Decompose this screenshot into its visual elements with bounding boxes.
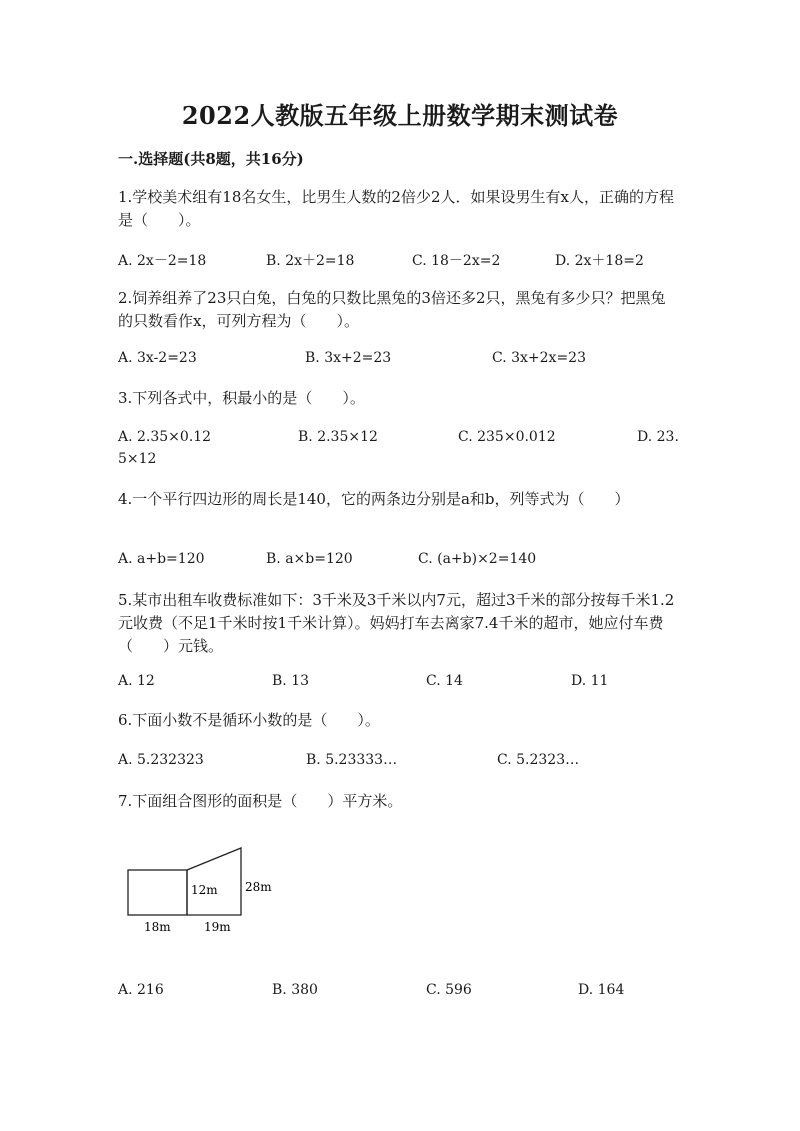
- width-label-19m: 19m: [204, 920, 231, 934]
- question-3: 3.下列各式中，积最小的是（ ）。: [118, 389, 365, 407]
- q1-option-d[interactable]: D. 2x＋18=2: [555, 253, 644, 269]
- q6-option-c[interactable]: C. 5.2323…: [497, 752, 580, 768]
- q5-option-a[interactable]: A. 12: [118, 673, 155, 689]
- q4-option-b[interactable]: B. a×b=120: [266, 551, 353, 567]
- q2-option-a[interactable]: A. 3x-2=23: [118, 350, 197, 366]
- q5-option-c[interactable]: C. 14: [426, 673, 463, 689]
- height-label-28m: 28m: [245, 880, 272, 894]
- q2-option-b[interactable]: B. 3x+2=23: [305, 350, 392, 366]
- q4-option-a[interactable]: A. a+b=120: [118, 551, 205, 567]
- question-4: 4.一个平行四边形的周长是140，它的两条边分别是a和b，列等式为（ ）: [118, 490, 630, 508]
- trapezoid-part: [187, 848, 241, 915]
- q7-option-a[interactable]: A. 216: [118, 982, 164, 998]
- question-6: 6.下面小数不是循环小数的是（ ）。: [118, 711, 380, 729]
- section-heading: 一.选择题(共8题，共16分): [118, 150, 304, 168]
- question-2: 2.饲养组养了23只白兔，白兔的只数比黑兔的3倍还多2只，黑兔有多少只？把黑兔的只数看作x，可列方程为（ ）。: [118, 289, 666, 330]
- q5-option-b[interactable]: B. 13: [272, 673, 310, 689]
- q7-option-d[interactable]: D. 164: [578, 982, 625, 998]
- q5-option-d[interactable]: D. 11: [571, 673, 609, 689]
- question-5: 5.某市出租车收费标准如下：3千米及3千米以内7元，超过3千米的部分按每千米1.2元收费（不足1千米时按1千米计算）。妈妈打车去离家7.4千米的超市，她应付车费（ ）元钱。: [118, 591, 675, 655]
- height-label-12m: 12m: [191, 883, 218, 897]
- q7-option-c[interactable]: C. 596: [426, 982, 472, 998]
- page-title: 2022人教版五年级上册数学期末测试卷: [181, 101, 619, 130]
- q3-option-b[interactable]: B. 2.35×12: [298, 429, 378, 445]
- q4-option-c[interactable]: C. (a+b)×2=140: [418, 551, 537, 567]
- width-label-18m: 18m: [144, 920, 171, 934]
- composite-shape-figure: [120, 840, 290, 940]
- question-7: 7.下面组合图形的面积是（ ）平方米。: [118, 792, 403, 810]
- q7-option-b[interactable]: B. 380: [272, 982, 318, 998]
- rectangle-part: [128, 870, 187, 915]
- q3-option-d[interactable]: D. 23.: [637, 429, 679, 445]
- q6-option-a[interactable]: A. 5.232323: [118, 752, 204, 768]
- q3-option-a[interactable]: A. 2.35×0.12: [118, 429, 212, 445]
- q2-option-c[interactable]: C. 3x+2x=23: [492, 350, 586, 366]
- q1-option-a[interactable]: A. 2x－2=18: [118, 253, 207, 269]
- question-1: 1.学校美术组有18名女生，比男生人数的2倍少2人．如果设男生有x人，正确的方程是（ ）。: [118, 188, 674, 229]
- q1-option-b[interactable]: B. 2x＋2=18: [266, 253, 355, 269]
- q3-option-c[interactable]: C. 235×0.012: [458, 429, 556, 445]
- q6-option-b[interactable]: B. 5.23333…: [306, 752, 398, 768]
- q1-option-c[interactable]: C. 18－2x=2: [412, 253, 501, 269]
- q3-option-d-continued[interactable]: 5×12: [118, 451, 157, 467]
